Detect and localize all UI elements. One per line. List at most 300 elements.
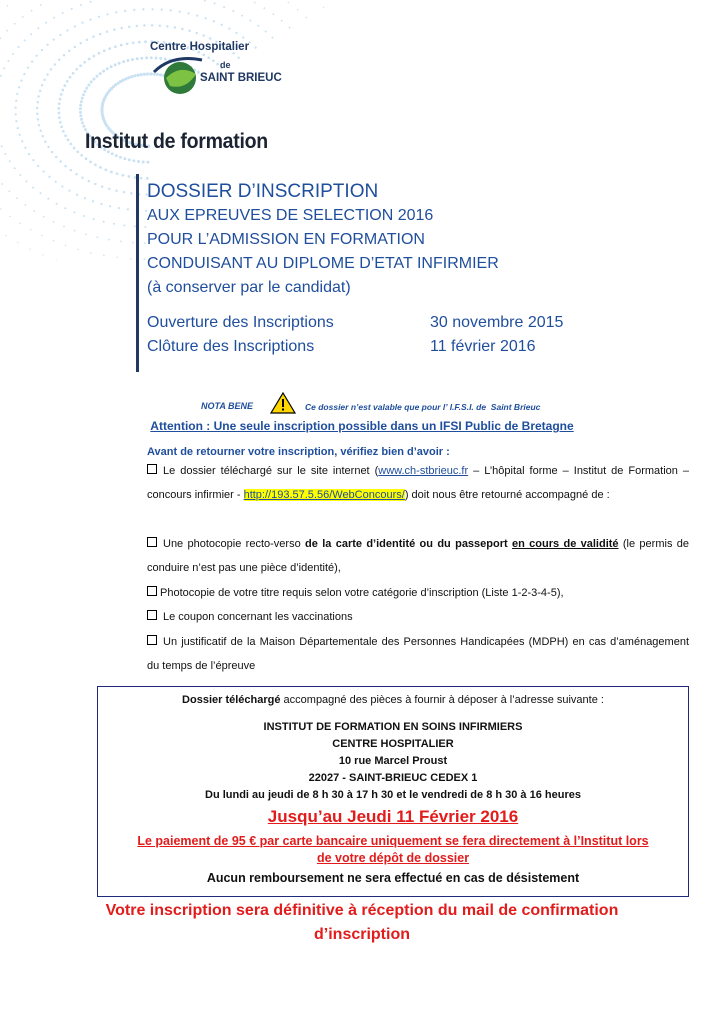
checklist-item-4 (147, 605, 689, 629)
swirl-dot (223, 6, 225, 8)
swirl-dot (63, 226, 65, 228)
swirl-dot (31, 60, 33, 62)
swirl-dot (143, 259, 145, 260)
swirl-dot (9, 216, 11, 218)
swirl-dot (40, 192, 42, 194)
swirl-dot (19, 174, 21, 176)
swirl-dot (127, 59, 130, 62)
swirl-dot (64, 207, 66, 209)
swirl-dot (54, 63, 56, 65)
swirl-dot (213, 20, 215, 22)
swirl-dot (136, 57, 139, 60)
swirl-dot (66, 29, 68, 31)
swirl-dot (136, 74, 139, 77)
swirl-dot (137, 160, 140, 163)
swirl-dot (110, 171, 113, 174)
swirl-dot (59, 34, 61, 36)
swirl-dot (37, 27, 39, 29)
swirl-dot (58, 58, 60, 60)
address-line-3: 10 rue Marcel Proust (338, 755, 448, 767)
swirl-dot (85, 157, 88, 160)
title-side-bar (136, 174, 139, 372)
swirl-dot (36, 101, 38, 103)
swirl-dot (114, 63, 117, 66)
swirl-dot (15, 120, 17, 122)
swirl-dot (127, 208, 129, 210)
swirl-dot (41, 49, 43, 51)
swirl-dot (68, 50, 70, 52)
swirl-dot (93, 55, 96, 58)
swirl-dot (99, 166, 102, 169)
swirl-dot (83, 61, 86, 64)
swirl-dot (124, 10, 126, 12)
no-refund-note: Aucun remboursement ne sera effectué en cas de désistement (206, 871, 580, 885)
swirl-dot (140, 57, 143, 60)
swirl-dot (202, 34, 204, 36)
swirl-dot (23, 73, 25, 75)
logo-line-2: de (220, 60, 231, 70)
swirl-dot (106, 30, 108, 32)
swirl-dot (161, 8, 163, 10)
swirl-dot (147, 161, 150, 164)
swirl-dot (221, 24, 223, 26)
swirl-dot (306, 17, 308, 19)
swirl-dot (99, 72, 102, 75)
swirl-dot (19, 134, 21, 136)
swirl-dot (93, 78, 96, 81)
swirl-dot (92, 200, 94, 202)
item2-text-c: (le permis de conduire n’est pas une pièce d’identité), (147, 538, 690, 574)
swirl-dot (323, 7, 324, 8)
swirl-dot (204, 0, 206, 2)
swirl-dot (46, 73, 48, 75)
swirl-dot (16, 93, 18, 95)
swirl-dot (128, 158, 131, 161)
swirl-dot (80, 4, 82, 6)
swirl-dot (113, 28, 115, 30)
swirl-dot (133, 9, 135, 11)
swirl-dot (0, 75, 2, 77)
swirl-dot (79, 107, 82, 110)
checkbox[interactable] (147, 635, 157, 645)
swirl-dot (85, 233, 87, 235)
checklist-item-2 (147, 532, 689, 580)
swirl-dot (73, 211, 75, 213)
swirl-dot (43, 79, 45, 81)
swirl-dot (81, 177, 83, 179)
swirl-dot (37, 95, 39, 97)
swirl-dot (14, 23, 16, 25)
swirl-dot (68, 190, 70, 192)
swirl-dot (93, 218, 95, 220)
swirl-dot (228, 27, 230, 29)
swirl-dot (123, 191, 125, 193)
checkbox[interactable] (147, 537, 157, 547)
swirl-dot (76, 150, 79, 153)
swirl-dot (87, 84, 90, 87)
swirl-dot (43, 216, 45, 218)
swirl-dot (166, 25, 168, 27)
swirl-dot (31, 10, 33, 12)
swirl-dot (58, 116, 61, 119)
swirl-dot (272, 13, 274, 15)
swirl-dot (90, 1, 92, 3)
item4-text: Le coupon concernant les vaccinations (163, 611, 353, 623)
swirl-dot (144, 40, 147, 43)
swirl-dot (75, 173, 77, 175)
swirl-dot (55, 181, 57, 183)
swirl-dot (136, 25, 138, 27)
swirl-dot (96, 75, 99, 78)
swirl-dot (56, 203, 58, 205)
swirl-dot (76, 194, 78, 196)
swirl-dot (36, 112, 38, 114)
swirl-dot (82, 93, 85, 96)
swirl-dot (94, 163, 97, 166)
swirl-dot (64, 165, 66, 167)
swirl-dot (25, 180, 27, 182)
swirl-dot (28, 153, 30, 155)
footer-line-1: Votre inscription sera définitive à réception du mail de confirmation (105, 902, 619, 919)
swirl-dot (21, 140, 23, 142)
swirl-dot (59, 121, 62, 124)
swirl-dot (120, 44, 123, 47)
swirl-dot (122, 79, 125, 82)
swirl-dot (1, 183, 3, 185)
checklist-item-5 (147, 630, 689, 678)
swirl-dot (174, 26, 176, 28)
swirl-dot (37, 118, 39, 120)
webconcours-link[interactable]: http://193.57.5.56/WebConcours/ (243, 489, 405, 501)
swirl-dot (55, 156, 57, 158)
swirl-dot (79, 104, 82, 107)
swirl-dot (77, 249, 79, 251)
swirl-dot (72, 72, 75, 75)
swirl-dot (70, 143, 73, 146)
swirl-dot (102, 70, 105, 73)
swirl-dot (37, 165, 39, 167)
swirl-dot (120, 241, 122, 243)
swirl-dot (33, 210, 35, 212)
swirl-dot (196, 14, 198, 16)
swirl-dot (101, 185, 103, 187)
swirl-dot (145, 56, 148, 59)
swirl-dot (81, 22, 83, 24)
swirl-dot (81, 97, 84, 100)
swirl-dot (118, 62, 121, 65)
swirl-dot (187, 12, 189, 14)
swirl-dot (116, 257, 118, 259)
swirl-dot (81, 121, 84, 124)
swirl-dot (123, 224, 125, 226)
swirl-dot (46, 44, 48, 46)
swirl-dot (69, 76, 72, 79)
swirl-dot (15, 100, 17, 102)
swirl-dot (96, 236, 98, 238)
swirl-dot (75, 68, 78, 71)
payment-line-1: Le paiement de 95 € par carte bancaire uniquement se fera directement à l’Institut lors (137, 834, 649, 848)
swirl-dot (50, 68, 52, 70)
swirl-dot (17, 242, 18, 243)
swirl-dot (79, 114, 82, 117)
swirl-dot (143, 24, 145, 26)
swirl-dot (18, 86, 20, 88)
swirl-dot (30, 229, 32, 231)
swirl-dot (47, 198, 49, 200)
swirl-dot (124, 77, 127, 80)
item2-validity: en cours de validité (512, 538, 619, 550)
page-title: DOSSIER D’INSCRIPTION (147, 181, 379, 202)
swirl-dot (53, 240, 55, 242)
swirl-dot (122, 174, 125, 177)
swirl-dot (62, 12, 64, 14)
address-line-4: 22027 - SAINT-BRIEUC CEDEX 1 (308, 772, 478, 784)
swirl-dot (89, 18, 91, 20)
swirl-dot (36, 107, 38, 109)
swirl-dot (58, 112, 61, 115)
swirl-dot (36, 55, 38, 57)
swirl-dot (92, 36, 94, 38)
swirl-dot (5, 235, 6, 236)
swirl-dot (232, 10, 234, 12)
swirl-dot (132, 159, 135, 162)
swirl-dot (15, 113, 17, 115)
swirl-dot (108, 188, 110, 190)
swirl-dot (63, 84, 66, 87)
swirl-dot (22, 16, 24, 18)
swirl-dot (131, 58, 134, 61)
swirl-dot (119, 156, 122, 159)
swirl-dot (85, 87, 88, 90)
swirl-dot (115, 190, 117, 192)
swirl-dot (113, 223, 115, 225)
nota-bene-text: Ce dossier n’est valable que pour l’ I.F.S.I. de Saint Brieuc (305, 402, 541, 412)
item5-text: Un justificatif de la Maison Départementale des Personnes Handicapées (MDPH) en cas d’aménagement du temps de l’épreuve (147, 636, 689, 672)
swirl-dot (79, 42, 81, 44)
swirl-dot (120, 27, 122, 29)
swirl-dot (289, 27, 291, 29)
swirl-dot (181, 28, 183, 30)
swirl-dot (79, 64, 82, 67)
swirl-dot (142, 161, 145, 164)
logo-line-3: SAINT BRIEUC (200, 72, 282, 84)
closing-date: 11 février 2016 (430, 338, 536, 355)
checkbox[interactable] (147, 610, 157, 620)
swirl-dot (3, 67, 5, 69)
title-line-5: (à conserver par le candidat) (147, 279, 351, 296)
swirl-dot (140, 177, 143, 180)
swirl-dot (57, 107, 60, 110)
swirl-dot (39, 90, 41, 92)
swirl-dot (30, 33, 32, 35)
swirl-dot (80, 118, 83, 121)
item1-text-a: Le dossier téléchargé sur le site internet ( (163, 465, 379, 477)
swirl-dot (24, 39, 26, 41)
swirl-dot (263, 7, 265, 9)
swirl-dot (40, 4, 42, 6)
swirl-dot (41, 84, 43, 86)
swirl-dot (297, 9, 299, 11)
swirl-dot (61, 89, 64, 92)
swirl-dot (56, 259, 57, 260)
swirl-dot (80, 154, 83, 157)
checkbox[interactable] (147, 464, 157, 474)
swirl-dot (265, 31, 267, 33)
swirl-dot (130, 192, 132, 194)
swirl-dot (74, 46, 76, 48)
swirl-dot (7, 5, 9, 7)
swirl-dot (39, 130, 41, 132)
swirl-dot (1, 145, 3, 147)
swirl-dot (51, 151, 53, 153)
swirl-dot (179, 11, 181, 13)
title-line-3: POUR L’ADMISSION EN FORMATION (147, 231, 425, 248)
swirl-dot (116, 172, 119, 175)
swirl-dot (195, 32, 197, 34)
swirl-dot (14, 106, 16, 108)
swirl-dot (132, 41, 135, 44)
checklist-item-3 (147, 581, 689, 605)
swirl-dot (86, 39, 88, 41)
swirl-dot (122, 60, 125, 63)
opening-hours: Du lundi au jeudi de 8 h 30 à 17 h 30 et le vendredi de 8 h 30 à 16 heures (205, 789, 581, 801)
swirl-dot (38, 124, 40, 126)
swirl-dot (109, 205, 111, 207)
swirl-dot (42, 170, 44, 172)
nota-bene-label: NOTA BENE (201, 401, 254, 411)
checkbox[interactable] (147, 586, 157, 596)
swirl-dot (249, 20, 251, 22)
swirl-dot (100, 203, 102, 205)
swirl-dot (8, 190, 10, 192)
swirl-dot (272, 37, 274, 39)
swirl-dot (126, 42, 129, 45)
opening-date: 30 novembre 2015 (430, 314, 564, 331)
checklist-item-1 (147, 459, 689, 507)
swirl-dot (106, 13, 108, 15)
swirl-dot (159, 24, 161, 26)
swirl-dot (67, 139, 70, 142)
swirl-dot (48, 176, 50, 178)
swirl-dot (128, 175, 131, 178)
swirl-dot (242, 36, 244, 38)
swirl-dot (99, 33, 101, 35)
box-intro-rest: accompagné des pièces à fournir à déposer à l’adresse suivante : (280, 694, 604, 706)
swirl-dot (64, 134, 67, 137)
swirl-dot (45, 22, 47, 24)
swirl-dot (115, 11, 117, 13)
swirl-dot (188, 30, 190, 32)
swirl-dot (14, 167, 16, 169)
swirl-dot (63, 54, 65, 56)
swirl-dot (61, 185, 63, 187)
swirl-dot (104, 168, 107, 171)
footer-line-2: d’inscription (314, 926, 410, 943)
swirl-dot (25, 204, 27, 206)
swirl-dot (20, 79, 22, 81)
swirl-dot (128, 26, 130, 28)
swirl-dot (133, 74, 136, 77)
payment-line-2: de votre dépôt de dossier (316, 851, 470, 865)
swirl-dot (254, 2, 256, 4)
swirl-dot (146, 72, 149, 75)
swirl-dot (90, 80, 93, 83)
swirl-dot (84, 90, 87, 93)
institut-heading: Institut de formation (85, 130, 268, 153)
swirl-dot (151, 24, 153, 26)
swirl-dot (84, 197, 86, 199)
swirl-dot (142, 8, 144, 10)
swirl-dot (98, 52, 101, 55)
title-line-2: AUX EPREUVES DE SELECTION 2016 (147, 207, 434, 224)
swirl-dot (88, 180, 90, 182)
swirl-dot (53, 221, 55, 223)
swirl-dot (27, 67, 29, 69)
swirl-dot (66, 80, 69, 83)
swirl-dot (32, 187, 34, 189)
swirl-dot (18, 46, 20, 48)
address-line-1: INSTITUT DE FORMATION EN SOINS INFIRMIERS (263, 721, 523, 733)
swirl-dot (73, 147, 76, 150)
swirl-dot (114, 45, 117, 48)
swirl-dot (9, 160, 11, 162)
swirl-dot (79, 111, 82, 114)
swirl-dot (108, 239, 110, 241)
swirl-dot (138, 41, 141, 44)
swirl-dot (53, 17, 55, 19)
item1-text-b: – L’hôpital forme – Institut de Formation – concours infirmier - (147, 465, 689, 501)
swirl-dot (94, 183, 96, 185)
swirl-dot (0, 208, 2, 210)
swirl-dot (103, 221, 105, 223)
swirl-dot (151, 8, 153, 10)
swirl-dot (241, 15, 243, 17)
swirl-dot (288, 2, 290, 4)
swirl-dot (32, 159, 34, 161)
swirl-dot (19, 223, 21, 225)
opening-label: Ouverture des Inscriptions (147, 314, 334, 331)
box-intro-bold: Dossier téléchargé (182, 694, 281, 706)
swirl-dot (4, 153, 6, 155)
hospital-site-link[interactable]: www.ch-stbrieuc.fr (378, 465, 469, 477)
swirl-dot (170, 9, 172, 11)
swirl-dot (12, 53, 14, 55)
swirl-dot (130, 75, 133, 78)
swirl-dot (98, 16, 100, 18)
swirl-dot (132, 242, 134, 244)
swirl-dot (58, 102, 61, 105)
swirl-dot (103, 255, 105, 257)
swirl-dot (44, 140, 46, 142)
title-block (147, 180, 499, 300)
item1-text-c: ) doit nous être retourné accompagné de : (404, 489, 610, 501)
swirl-dot (130, 258, 132, 260)
swirl-dot (144, 242, 146, 244)
item3-text: Photocopie de votre titre requis selon votre catégorie d’inscription (Liste 1-2-3-4-5), (160, 587, 564, 599)
swirl-dot (60, 125, 63, 128)
swirl-dot (90, 252, 92, 254)
swirl-dot (143, 73, 146, 76)
swirl-dot (59, 160, 61, 162)
swirl-dot (62, 130, 65, 133)
swirl-dot (80, 100, 83, 103)
address-line-2: CENTRE HOSPITALIER (332, 738, 454, 750)
swirl-dot (59, 98, 62, 101)
swirl-dot (42, 135, 44, 137)
swirl-dot (140, 73, 143, 76)
swirl-dot (83, 215, 85, 217)
checklist-intro: Avant de retourner votre inscription, vérifiez bien d’avoir : (147, 446, 450, 458)
